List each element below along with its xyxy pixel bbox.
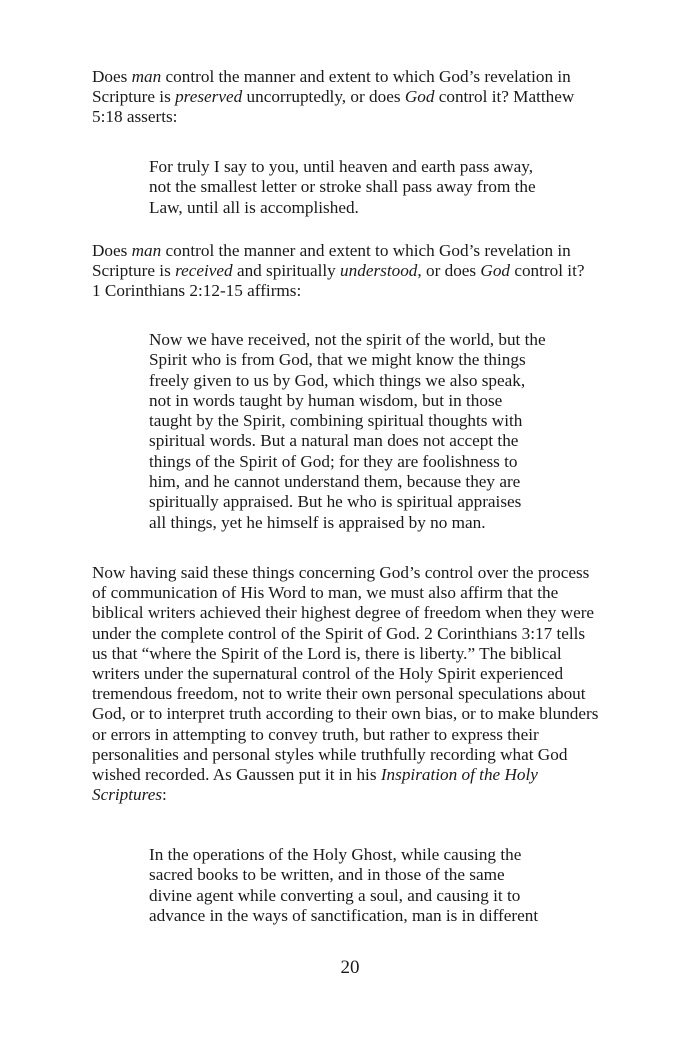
text-line: For truly I say to you, until heaven and earth pass away, xyxy=(149,157,534,176)
italic-text: man xyxy=(131,67,162,86)
text-line: wished recorded. As Gaussen put it in his Inspiration of the Holy xyxy=(92,765,538,785)
text-line: Scripture is preserved uncorruptedly, or does God control it? Matthew xyxy=(92,87,575,107)
text-line: spiritually appraised. But he who is spiritual appraises xyxy=(149,492,522,512)
text-line: tremendous freedom, not to write their own personal speculations about xyxy=(92,684,586,704)
text-line: not in words taught by human wisdom, but in those xyxy=(149,390,503,410)
text-line: sacred books to be written, and in those of the same xyxy=(149,865,505,885)
text-line: us that “where the Spirit of the Lord is, there is liberty.” The biblical xyxy=(92,643,562,663)
text-line: of communication of His Word to man, we must also affirm that the xyxy=(92,583,559,603)
text-line: all things, yet he himself is appraised by no man. xyxy=(149,512,486,532)
italic-text: understood xyxy=(340,261,418,281)
text-line: Now having said these things concerning God’s control over the process xyxy=(92,563,590,582)
text-line: him, and he cannot understand them, because they are xyxy=(149,472,521,492)
quote-gaussen xyxy=(149,845,589,926)
text-line: freely given to us by God, which things we also speak, xyxy=(149,370,526,390)
text-line: things of the Spirit of God; for they are foolishness to xyxy=(149,451,518,471)
italic-text: God xyxy=(404,87,435,107)
quote-1-corinthians-2-12-15 xyxy=(149,330,589,533)
italic-text: preserved xyxy=(175,87,243,107)
text-line: spiritual words. But a natural man does not accept the xyxy=(149,431,519,451)
text-line: Does man control the manner and extent to which God’s revelation in xyxy=(92,241,571,260)
text-line: In the operations of the Holy Ghost, while causing the xyxy=(149,845,522,864)
text-line: personalities and personal styles while truthfully recording what God xyxy=(92,744,568,764)
text-line: not the smallest letter or stroke shall pass away from the xyxy=(149,177,536,197)
text-line: advance in the ways of sanctification, man is in different xyxy=(149,905,539,925)
italic-text: God xyxy=(480,261,511,281)
italic-text: received xyxy=(175,261,233,281)
text-line: Does man control the manner and extent to which God’s revelation in xyxy=(92,67,571,86)
text-line: God, or to interpret truth according to their own bias, or to make blunders xyxy=(92,704,599,724)
text-line: divine agent while converting a soul, and causing it to xyxy=(149,885,521,905)
text-line: taught by the Spirit, combining spiritual thoughts with xyxy=(149,411,523,431)
quote-matthew-5-18 xyxy=(149,157,589,218)
text-line: 5:18 asserts: xyxy=(92,107,178,127)
text-line: 1 Corinthians 2:12-15 affirms: xyxy=(92,281,302,301)
text-line: Spirit who is from God, that we might know the things xyxy=(149,350,526,370)
paragraph-2 xyxy=(92,241,652,302)
italic-text: man xyxy=(131,241,162,260)
paragraph-3 xyxy=(92,563,652,805)
paragraph-1 xyxy=(92,67,652,128)
italic-text: Inspiration of the Holy xyxy=(380,765,538,785)
text-line: or errors in attempting to convey truth, but rather to express their xyxy=(92,724,539,744)
italic-text: Scriptures xyxy=(92,785,163,805)
text-line: writers under the supernatural control of the Holy Spirit experienced xyxy=(92,664,564,684)
page-number: 20 xyxy=(340,957,360,978)
text-line: Law, until all is accomplished. xyxy=(149,197,359,217)
text-line: Scriptures: xyxy=(92,785,167,805)
text-line: biblical writers achieved their highest degree of freedom when they were xyxy=(92,603,595,623)
text-line: under the complete control of the Spirit of God. 2 Corinthians 3:17 tells xyxy=(92,623,586,643)
text-line: Now we have received, not the spirit of the world, but the xyxy=(149,330,546,349)
text-line: Scripture is received and spiritually understood, or does God control it? xyxy=(92,261,585,281)
